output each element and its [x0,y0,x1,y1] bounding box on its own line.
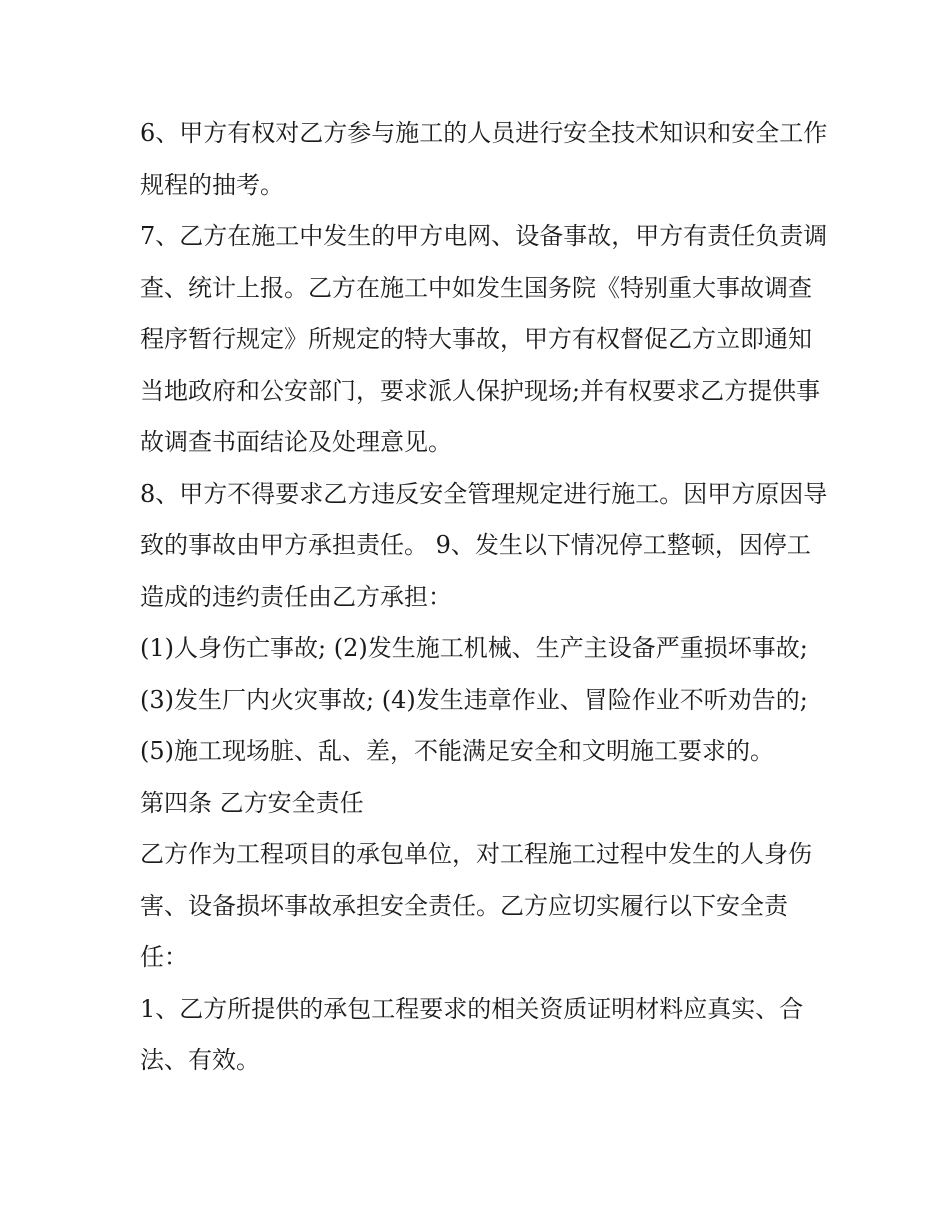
paragraph-item-6: 6、甲方有权对乙方参与施工的人员进行安全技术知识和安全工作规程的抽考。 [140,119,828,199]
paragraph-party-b-item-1: 1、乙方所提供的承包工程要求的相关资质证明材料应真实、合法、有效。 [140,994,804,1074]
paragraph-stop-condition-5: (5)施工现场脏、乱、差，不能满足安全和文明施工要求的。 [140,737,774,765]
document-body [140,108,830,1087]
section-heading-article-4: 第四条 乙方安全责任 [140,788,364,817]
paragraph-stop-conditions-1-4: (1)人身伤亡事故; (2)发生施工机械、生产主设备严重损坏事故; (3)发生厂内火灾事故; (4)发生违章作业、冒险作业不听劝告的; [140,634,808,714]
paragraph-item-8-9: 8、甲方不得要求乙方违反安全管理规定进行施工。因甲方原因导致的事故由甲方承担责任。 9、发生以下情况停工整顿，因停工造成的违约责任由乙方承担： [140,479,828,611]
paragraph-item-7: 7、乙方在施工中发生的甲方电网、设备事故，甲方有责任负责调查、统计上报。乙方在施工中如发生国务院《特别重大事故调查程序暂行规定》所规定的特大事故，甲方有权督促乙方立即通知当地政府和公安部门，要求派人保护现场;并有权要求乙方提供事故调查书面结论及处理意见。 [140,222,828,456]
paragraph-party-b-intro: 乙方作为工程项目的承包单位，对工程施工过程中发生的人身伤害、设备损坏事故承担安全责任。乙方应切实履行以下安全责任： [140,840,812,971]
